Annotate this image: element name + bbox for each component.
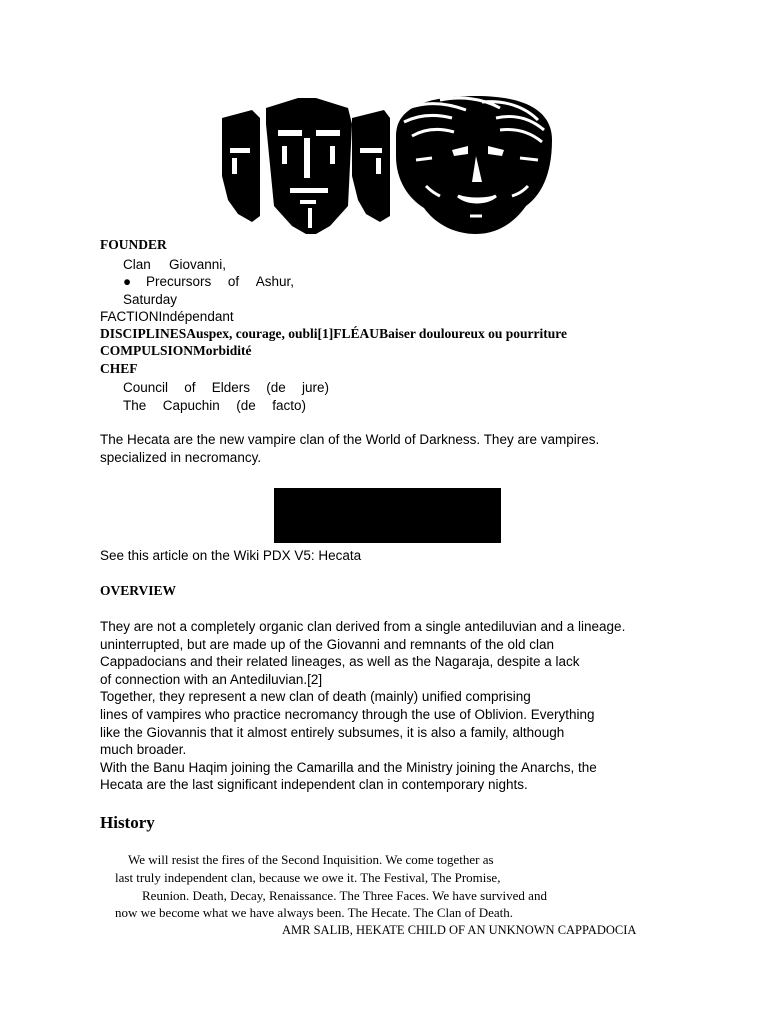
overview-paragraph [100,618,680,794]
quote-attribution: AMR SALIB, HEKATE CHILD OF AN UNKNOWN CAPPADOCIA [282,923,637,937]
organic-faces-icon [396,96,552,234]
history-heading: History [100,813,155,832]
redacted-image-block [274,488,501,543]
founder-item-1-word: Clan [123,257,151,272]
overview-line: of connection with an Antediluvian.[2] [100,671,323,687]
intro-line: The Hecata are the new vampire clan of the World of Darkness. They are vampires. [100,432,600,447]
faction-row [100,308,234,326]
founder-item-2-word: Ashur, [255,274,294,289]
chief-line-2 [123,397,306,415]
chief-line-2-word: The [123,398,147,413]
chief-line-1-word: Council [123,380,169,395]
faction-value: Indépendant [158,309,234,324]
founder-label: FOUNDER [100,237,167,252]
overview-line: Hecata are the last significant independent clan in contemporary nights. [100,777,528,793]
founder-item-2 [146,273,294,291]
overview-line: much broader. [100,742,187,758]
chief-line-1-word: (de [266,380,286,395]
bane-value: Baiser douloureux ou pourriture [379,326,567,341]
disciplines-label: DISCIPLINES [100,326,187,341]
intro-paragraph [100,431,660,466]
chief-line-2-word: (de [236,398,256,413]
chief-line-2-word: Capuchin [162,398,220,413]
overview-line: uninterrupted, but are made up of the Giovanni and remnants of the old clan [100,636,555,652]
disciplines-value: Auspex, courage, oubli[1] [186,326,334,341]
bane-label: FLÉAU [333,326,380,341]
overview-heading: OVERVIEW [100,583,177,598]
overview-line: lines of vampires who practice necromancy through the use of Oblivion. Everything [100,706,595,722]
founder-item-3: Saturday [123,292,178,307]
overview-line: With the Banu Haqim joining the Camarilla and the Ministry joining the Anarchs, the [100,759,597,775]
faction-label: FACTION [100,309,159,324]
compulsion-row [100,343,252,359]
wiki-link[interactable]: See this article on the Wiki PDX V5: Hecata [100,548,362,563]
chief-line-2-word: facto) [272,398,306,413]
founder-item-2-word: of [227,274,240,289]
founder-item-2-word: Precursors [146,274,212,289]
founder-item-1-word: Giovanni, [168,257,226,272]
overview-line: like the Giovannis that it almost entirely subsumes, it is also a family, although [100,724,565,740]
chief-line-1-word: Elders [211,380,250,395]
overview-line: Together, they represent a new clan of death (mainly) unified comprising [100,689,531,705]
founder-bullet: ● [123,274,132,289]
chief-line-1 [123,379,329,397]
chief-line-1-word: of [184,380,196,395]
chief-line-1-word: jure) [301,380,329,395]
quote-line: now we become what we have always been. The Hecate. The Clan of Death. [115,905,514,920]
disciplines-row [100,326,567,342]
intro-line: specialized in necromancy. [100,449,262,465]
quote-line: We will resist the fires of the Second Inquisition. We come together as [128,852,494,867]
clan-logo [220,96,555,236]
quote-line: Reunion. Death, Decay, Renaissance. The Three Faces. We have survived and [142,888,547,903]
quote-line: last truly independent clan, because we owe it. The Festival, The Promise, [115,870,501,885]
overview-line: They are not a completely organic clan derived from a single antediluvian and a lineage. [100,619,626,634]
compulsion-value: Morbidité [193,343,252,358]
compulsion-label: COMPULSION [100,343,194,358]
founder-item-1 [123,256,226,274]
chief-label: CHEF [100,361,138,376]
overview-line: Cappadocians and their related lineages, as well as the Nagaraja, despite a lack [100,654,580,670]
